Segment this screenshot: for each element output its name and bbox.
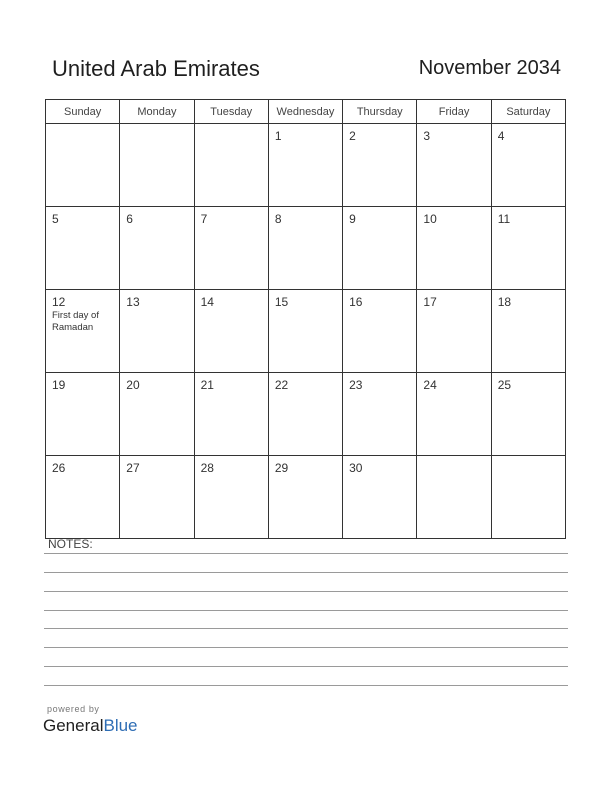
calendar-day-cell bbox=[120, 290, 194, 373]
calendar-day-cell bbox=[268, 207, 342, 290]
day-number: 19 bbox=[52, 378, 66, 392]
weekday-thursday: Thursday bbox=[343, 100, 417, 124]
day-number: 27 bbox=[126, 461, 140, 475]
calendar-day-cell bbox=[417, 456, 491, 539]
calendar-day-cell bbox=[343, 456, 417, 539]
day-number: 2 bbox=[349, 129, 356, 143]
notes-rule-line bbox=[44, 553, 568, 554]
calendar-day-cell bbox=[46, 124, 120, 207]
calendar-week-row bbox=[46, 373, 566, 456]
day-number: 5 bbox=[52, 212, 59, 226]
notes-rule-line bbox=[44, 666, 568, 667]
calendar-day-cell bbox=[268, 456, 342, 539]
calendar-week-row bbox=[46, 456, 566, 539]
day-number: 24 bbox=[423, 378, 437, 392]
calendar-day-cell bbox=[417, 207, 491, 290]
calendar-day-cell bbox=[491, 373, 565, 456]
day-number: 20 bbox=[126, 378, 140, 392]
day-number: 21 bbox=[200, 378, 214, 392]
day-number: 13 bbox=[126, 295, 140, 309]
day-number: 8 bbox=[274, 212, 282, 226]
day-number: 11 bbox=[497, 212, 511, 226]
calendar-week-row bbox=[46, 290, 566, 373]
day-number: 15 bbox=[274, 295, 289, 309]
logo-blue-text: Blue bbox=[103, 716, 138, 735]
calendar-day-cell bbox=[268, 373, 342, 456]
calendar-week-row bbox=[46, 124, 566, 207]
day-number: 26 bbox=[52, 461, 66, 475]
calendar-day-cell bbox=[120, 456, 194, 539]
calendar-day-cell bbox=[194, 207, 268, 290]
calendar-day-cell bbox=[491, 290, 565, 373]
weekday-saturday: Saturday bbox=[491, 100, 565, 124]
weekday-header-row bbox=[46, 100, 566, 124]
day-number: 10 bbox=[423, 212, 437, 226]
calendar-day-cell bbox=[194, 124, 268, 207]
calendar-day-cell bbox=[194, 290, 268, 373]
calendar-day-cell bbox=[268, 290, 342, 373]
calendar-day-cell bbox=[417, 124, 491, 207]
calendar-day-cell bbox=[343, 124, 417, 207]
day-number: 6 bbox=[126, 212, 133, 226]
day-number: 7 bbox=[200, 212, 208, 226]
calendar-day-cell bbox=[46, 290, 120, 373]
calendar-day-cell bbox=[194, 373, 268, 456]
weekday-sunday: Sunday bbox=[46, 100, 120, 124]
notes-rule-line bbox=[44, 647, 568, 648]
day-number: 29 bbox=[274, 461, 289, 475]
notes-rule-line bbox=[44, 685, 568, 686]
calendar-day-cell bbox=[120, 207, 194, 290]
weekday-monday: Monday bbox=[120, 100, 194, 124]
notes-rule-line bbox=[44, 610, 568, 611]
day-number: 1 bbox=[274, 129, 282, 143]
day-number: 12 bbox=[52, 295, 66, 309]
weekday-friday: Friday bbox=[417, 100, 491, 124]
calendar-day-cell bbox=[343, 290, 417, 373]
calendar-day-cell bbox=[343, 207, 417, 290]
calendar-body bbox=[46, 124, 566, 539]
day-number: 25 bbox=[497, 378, 512, 392]
day-number: 17 bbox=[423, 295, 437, 309]
logo-general-text: General bbox=[43, 716, 104, 735]
calendar-day-cell bbox=[491, 207, 565, 290]
day-number: 3 bbox=[423, 129, 431, 143]
generalblue-logo bbox=[43, 716, 138, 736]
day-number: 4 bbox=[497, 129, 505, 143]
calendar-grid bbox=[45, 99, 566, 539]
calendar-day-cell bbox=[491, 456, 565, 539]
day-number: 18 bbox=[497, 295, 512, 309]
calendar-day-cell bbox=[46, 456, 120, 539]
day-number: 16 bbox=[349, 295, 363, 309]
day-number: 14 bbox=[200, 295, 214, 309]
notes-rule-line bbox=[44, 591, 568, 592]
day-number: 22 bbox=[274, 378, 289, 392]
powered-by-text: powered by bbox=[47, 704, 100, 714]
calendar-week-row bbox=[46, 207, 566, 290]
day-number: 30 bbox=[349, 461, 363, 475]
country-title: United Arab Emirates bbox=[52, 56, 260, 81]
calendar-day-cell bbox=[120, 373, 194, 456]
calendar-day-cell bbox=[268, 124, 342, 207]
month-year-title: November 2034 bbox=[418, 57, 561, 79]
notes-rule-line bbox=[44, 572, 568, 573]
calendar-day-cell bbox=[194, 456, 268, 539]
calendar-day-cell bbox=[491, 124, 565, 207]
calendar-day-cell bbox=[417, 290, 491, 373]
calendar-day-cell bbox=[417, 373, 491, 456]
day-number: 28 bbox=[200, 461, 214, 475]
notes-label: NOTES: bbox=[48, 537, 93, 551]
calendar-day-cell bbox=[46, 207, 120, 290]
calendar-day-cell bbox=[46, 373, 120, 456]
holiday-event-label: First day of Ramadan bbox=[52, 310, 99, 333]
notes-rule-line bbox=[44, 628, 568, 629]
day-number: 9 bbox=[349, 212, 356, 226]
day-number: 23 bbox=[349, 378, 363, 392]
weekday-tuesday: Tuesday bbox=[194, 100, 268, 124]
calendar-day-cell bbox=[343, 373, 417, 456]
calendar-day-cell bbox=[120, 124, 194, 207]
weekday-wednesday: Wednesday bbox=[268, 100, 342, 124]
